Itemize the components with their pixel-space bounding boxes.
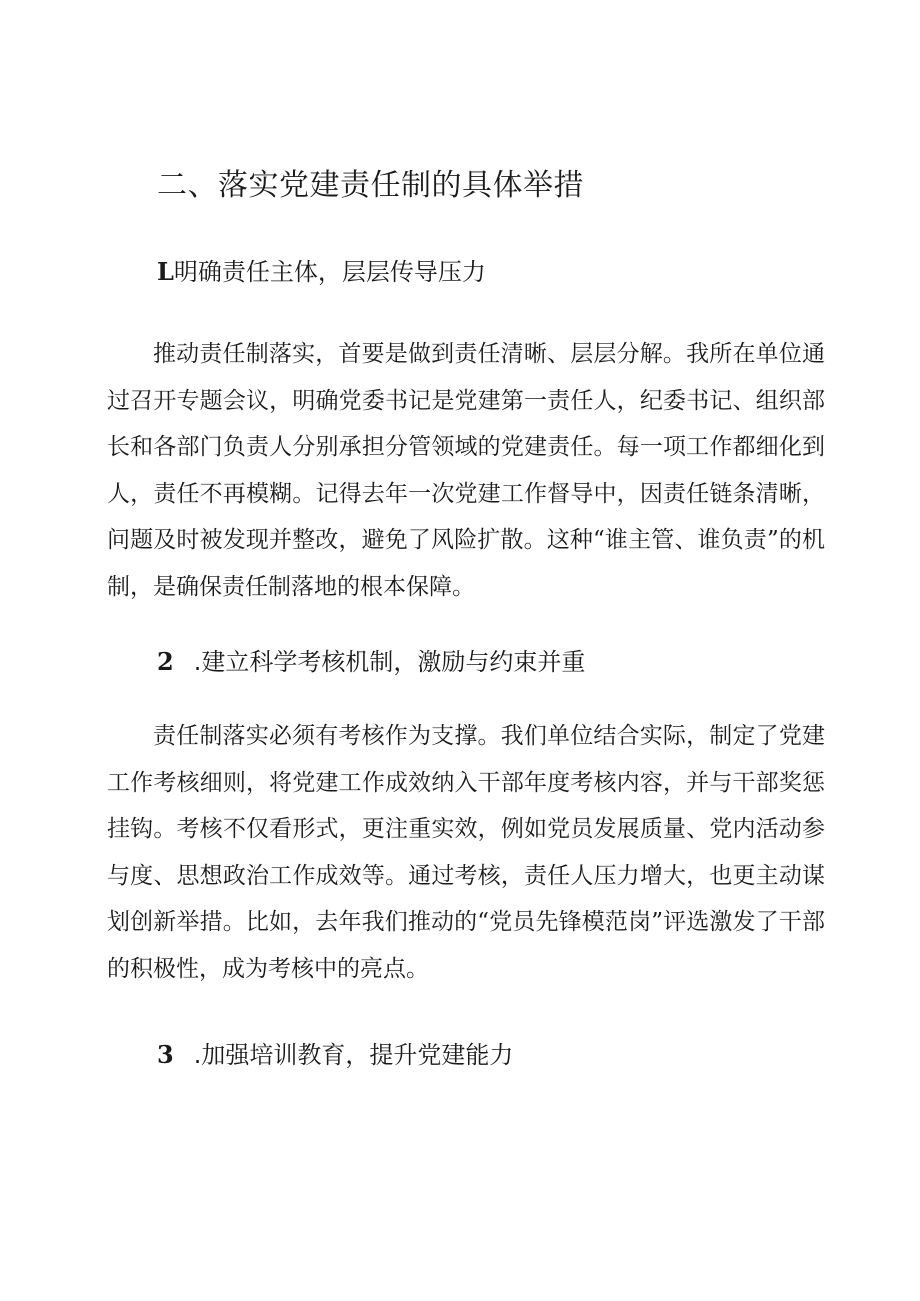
item-paragraph-2: 责任制落实必须有考核作为支撑。我们单位结合实际，制定了党建工作考核细则，将党建工作成效纳入干部年度考核内容，并与干部奖惩挂钩。考核不仅看形式，更注重实效，例如党员发展质量、党内活动参与度、思想政治工作成效等。通过考核，责任人压力增大，也更主动谋划创新举措。比如，去年我们推动的“党员先锋模范岗”评选激发了干部的积极性，成为考核中的亮点。 — [107, 723, 825, 982]
item-heading-1 — [157, 254, 797, 290]
item-heading-text-1: 明确责任主体，层层传导压力 — [173, 258, 486, 286]
section-title: 二、落实党建责任制的具体举措 — [157, 168, 584, 203]
item-heading-3 — [157, 1037, 797, 1073]
item-heading-text-2: .建立科学考核机制，激励与约束并重 — [193, 648, 586, 676]
item-paragraph-1: 推动责任制落实，首要是做到责任清晰、层层分解。我所在单位通过召开专题会议，明确党委书记是党建第一责任人，纪委书记、组织部长和各部门负责人分别承担分管领域的党建责任。每一项工作都细化到人，责任不再模糊。记得去年一次党建工作督导中，因责任链条清晰，问题及时被发现并整改，避免了风险扩散。这种“谁主管、谁负责”的机制，是确保责任制落地的根本保障。 — [107, 341, 825, 600]
item-heading-2 — [157, 644, 797, 680]
item-number-3: 3 — [157, 1040, 174, 1069]
item-heading-text-3: .加强培训教育，提升党建能力 — [193, 1041, 514, 1069]
item-number-2: 2 — [157, 647, 174, 676]
item-number-1: L — [157, 257, 174, 286]
